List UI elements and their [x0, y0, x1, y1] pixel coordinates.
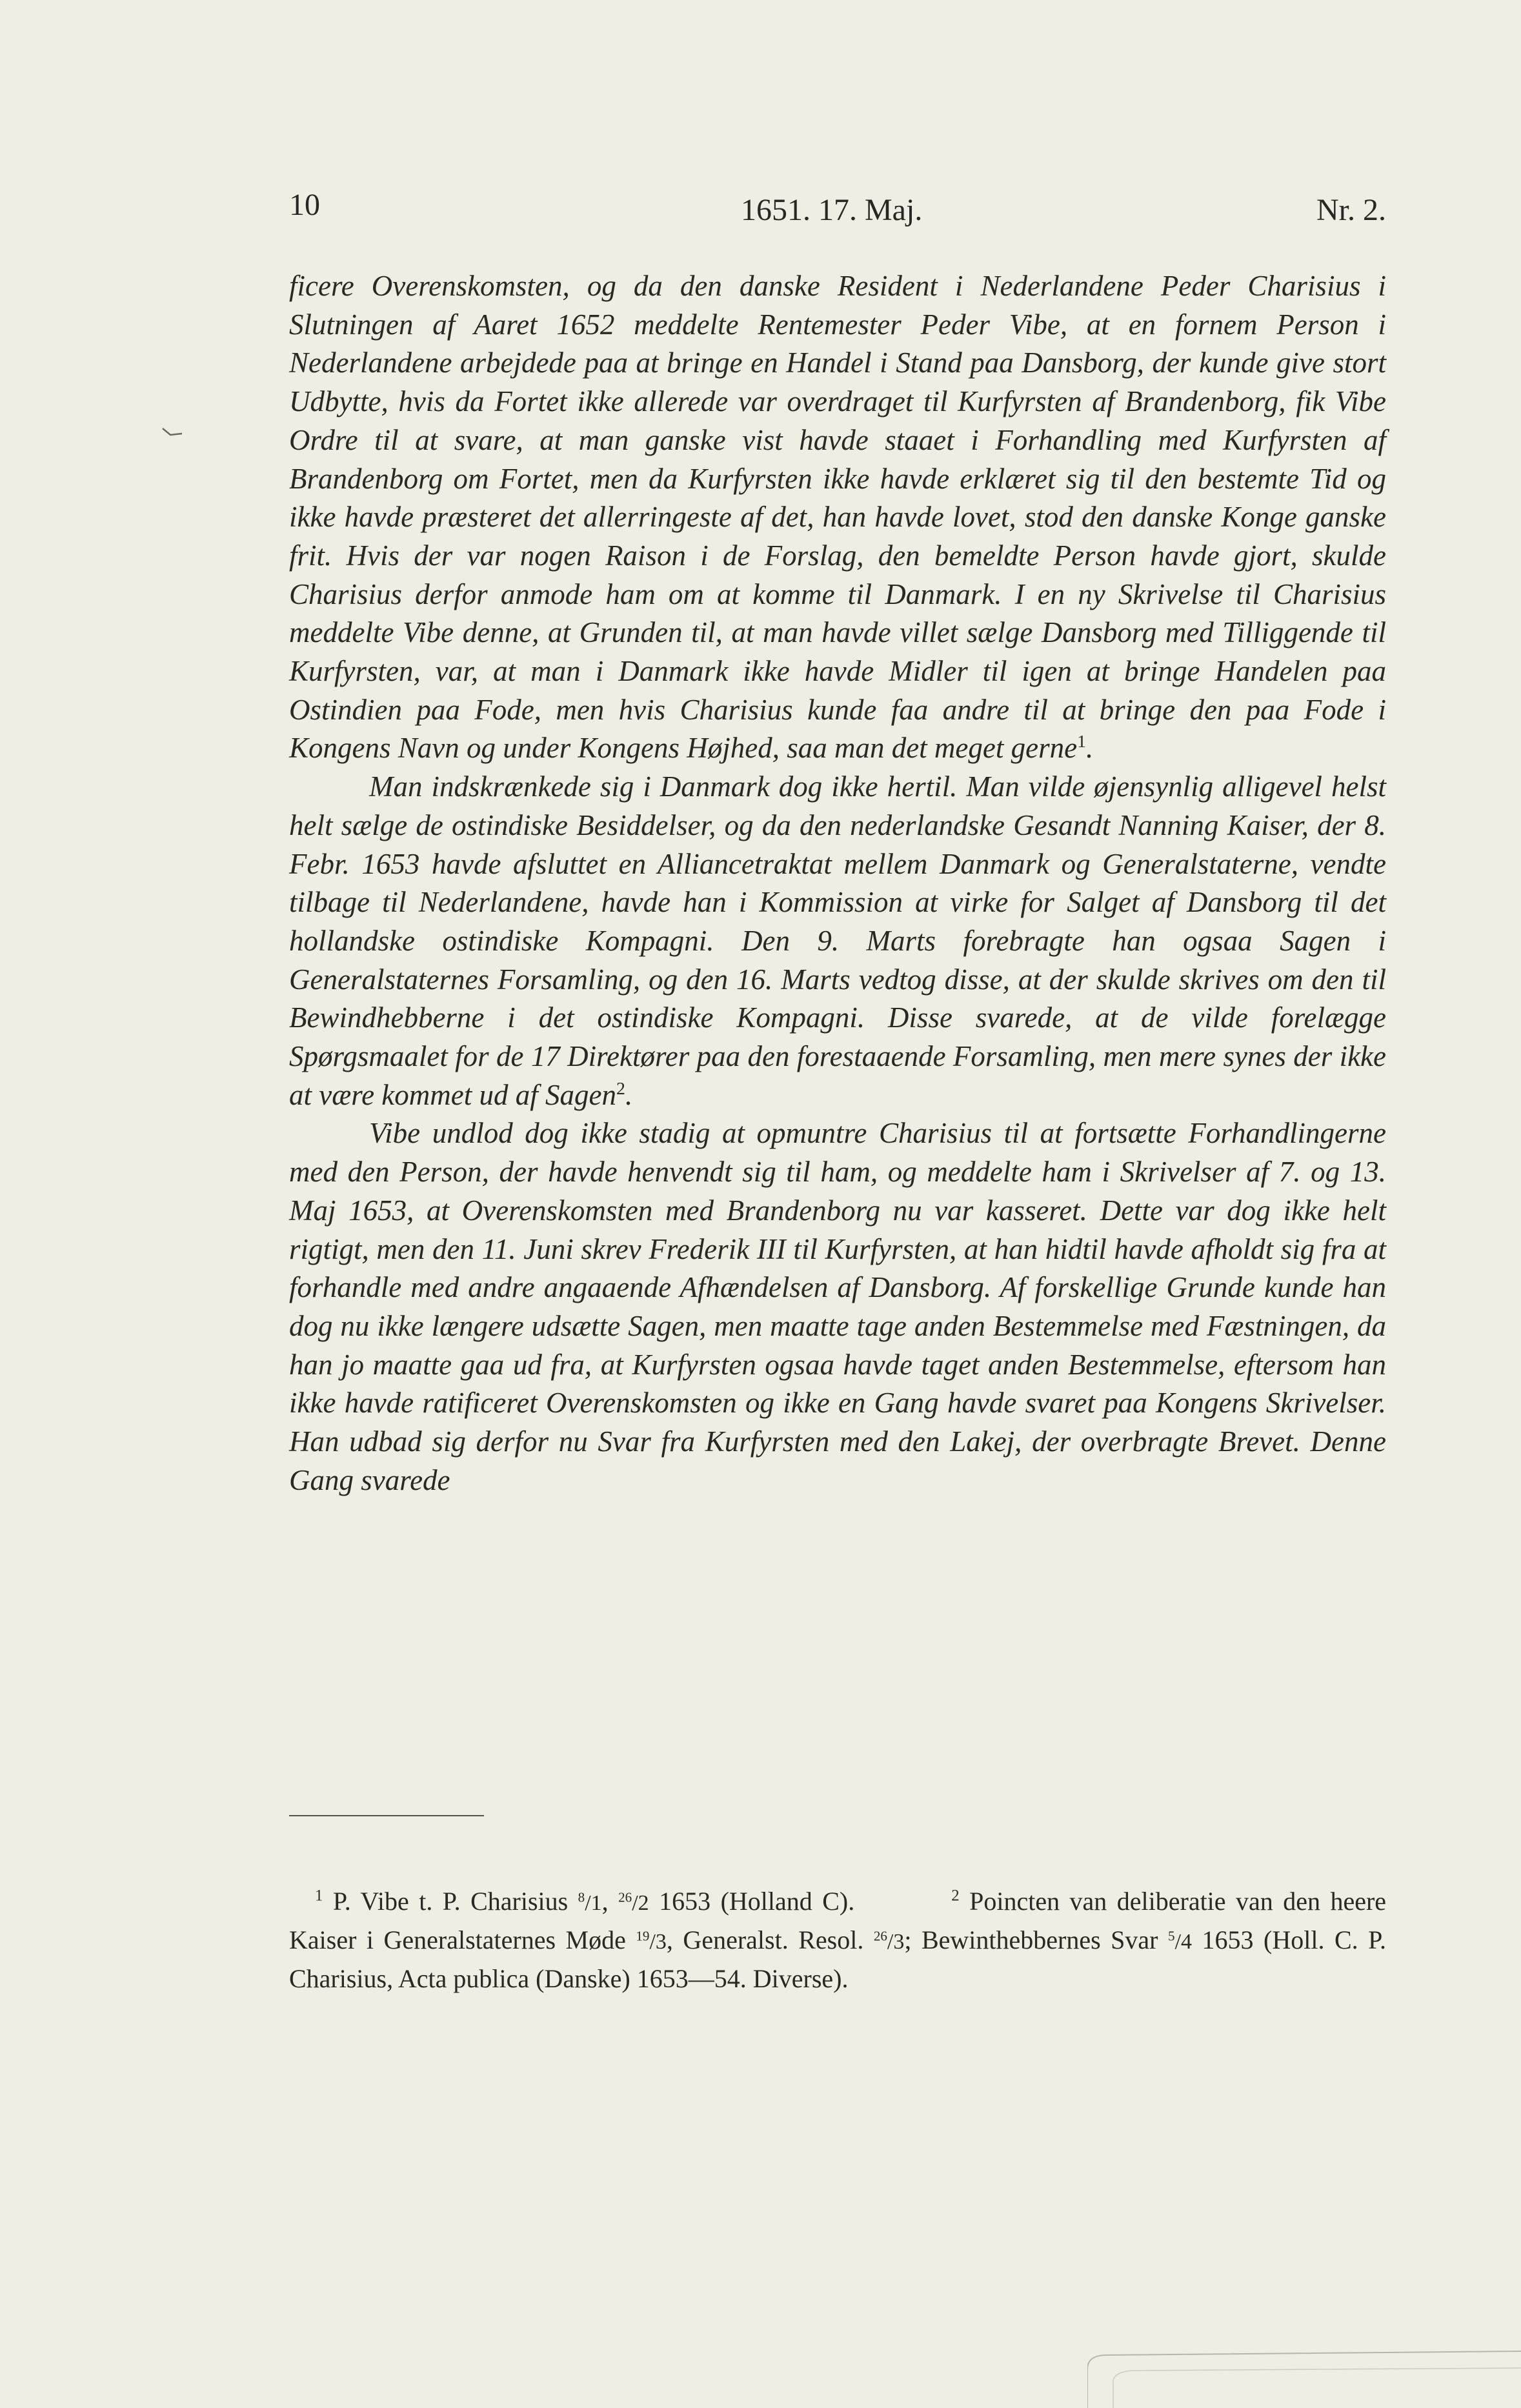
footnote-marker-2: 2: [951, 1887, 960, 1905]
paragraph-2: Man indskrænkede sig i Danmark dog ikke hertil. Man vilde øjensynlig alligevel helst helt sælge de ostindiske Besiddelser, og da den nederlandske Gesandt Nanning Kaiser, der 8. Febr. 1653 havde afsluttet en Alliancetraktat mellem Danmark og Generalstaterne, vendte tilbage til Nederlandene, havde han i Kommission at virke for Salget af Dansborg til det hollandske ostindiske Kompagni. Den 9. Marts forebragte han ogsaa Sagen i Generalstaternes Forsamling, og den 16. Marts vedtog disse, at der skulde skrives om den til Bewindhebberne i det ostindiske Kompagni. Disse svarede, at de vilde forelægge Spørgsmaalet for de 17 Direktører paa den forestaaende Forsamling, men mere synes der ikke at være kommet ud af Sagen$^2$.: [289, 770, 1386, 1111]
fraction: $^{26}$/2: [618, 1889, 649, 1915]
footnote-ref-2: 2: [616, 1078, 625, 1099]
margin-tick-mark: [161, 426, 183, 437]
footnote-block: $^1$ P. Vibe t. P. Charisius $^8$/1, $^{26}$/2 1653 (Holland C). $^2$ Poincten van deliberatie van den heere Kaiser i Generalstaternes Møde $^{19}$/3, Generalst. Resol. $^{26}$/3; Bewinthebbernes Svar $^5$/4 1653 (Holl. C. P. Charisius, Acta publica (Danske) 1653—54. Diverse).: [289, 1887, 1387, 1993]
fraction: $^5$/4: [1168, 1928, 1193, 1954]
footnotes: [289, 1883, 1386, 1997]
paragraph-3: Vibe undlod dog ikke stadig at opmuntre Charisius til at fortsætte Forhandlingerne med den Person, der havde henvendt sig til ham, og meddelte ham i Skrivelser af 7. og 13. Maj 1653, at Overenskomsten med Brandenborg nu var kasseret. Dette var dog ikke helt rigtigt, men den 11. Juni skrev Frederik III til Kurfyrsten, at han hidtil havde afholdt sig fra at forhandle med andre angaaende Afhændelsen af Dansborg. Af forskellige Grunde kunde han dog nu ikke længere udsætte Sagen, men maatte tage anden Bestemmelse med Fæstningen, da han jo maatte gaa ud fra, at Kurfyrsten ogsaa havde taget anden Bestemmelse, eftersom han ikke havde ratificeret Overenskomsten og ikke en Gang havde svaret paa Kongens Skrivelser. Han udbad sig derfor nu Svar fra Kurfyrsten med den Lakej, der overbragte Brevet. Denne Gang svarede: [289, 1117, 1386, 1496]
footnote-marker-1: 1: [315, 1887, 323, 1905]
header-series-number: Nr. 2.: [1316, 193, 1386, 227]
running-header: [289, 187, 1386, 226]
fraction: $^8$/1: [578, 1889, 602, 1915]
body-text: [289, 267, 1386, 1500]
footnote-rule: [289, 1815, 484, 1816]
page-corner-edge: [1087, 2329, 1521, 2408]
header-date: 1651. 17. Maj.: [741, 193, 923, 227]
paragraph-1: ficere Overenskomsten, og da den danske Resident i Nederlandene Peder Charisius i Slutningen af Aaret 1652 meddelte Rentemester Peder Vibe, at en fornem Person i Nederlandene arbejdede paa at bringe en Handel i Stand paa Dansborg, der kunde give stort Udbytte, hvis da Fortet ikke allerede var overdraget til Kurfyrsten af Brandenborg, fik Vibe Ordre til at svare, at man ganske vist havde staaet i Forhandling med Kurfyrsten af Brandenborg om Fortet, men da Kurfyrsten ikke havde erklæret sig til den bestemte Tid og ikke havde præsteret det allerringeste af det, han havde lovet, stod den danske Konge ganske frit. Hvis der var nogen Raison i de Forslag, den bemeldte Person havde gjort, skulde Charisius derfor anmode ham om at komme til Danmark. I en ny Skrivelse til Charisius meddelte Vibe denne, at Grunden til, at man havde villet sælge Dansborg med Tilliggende til Kurfyrsten, var, at man i Danmark ikke havde Midler til igen at bringe Handelen paa Ostindien paa Fode, men hvis Charisius kunde faa andre til at bringe den paa Fode i Kongens Navn og under Kongens Højhed, saa man det meget gerne$^1$.: [289, 270, 1386, 765]
fraction: $^{19}$/3: [636, 1928, 667, 1954]
footnote-ref-1: 1: [1077, 732, 1087, 752]
fraction: $^{26}$/3: [873, 1928, 905, 1954]
page-number: 10: [289, 188, 320, 222]
